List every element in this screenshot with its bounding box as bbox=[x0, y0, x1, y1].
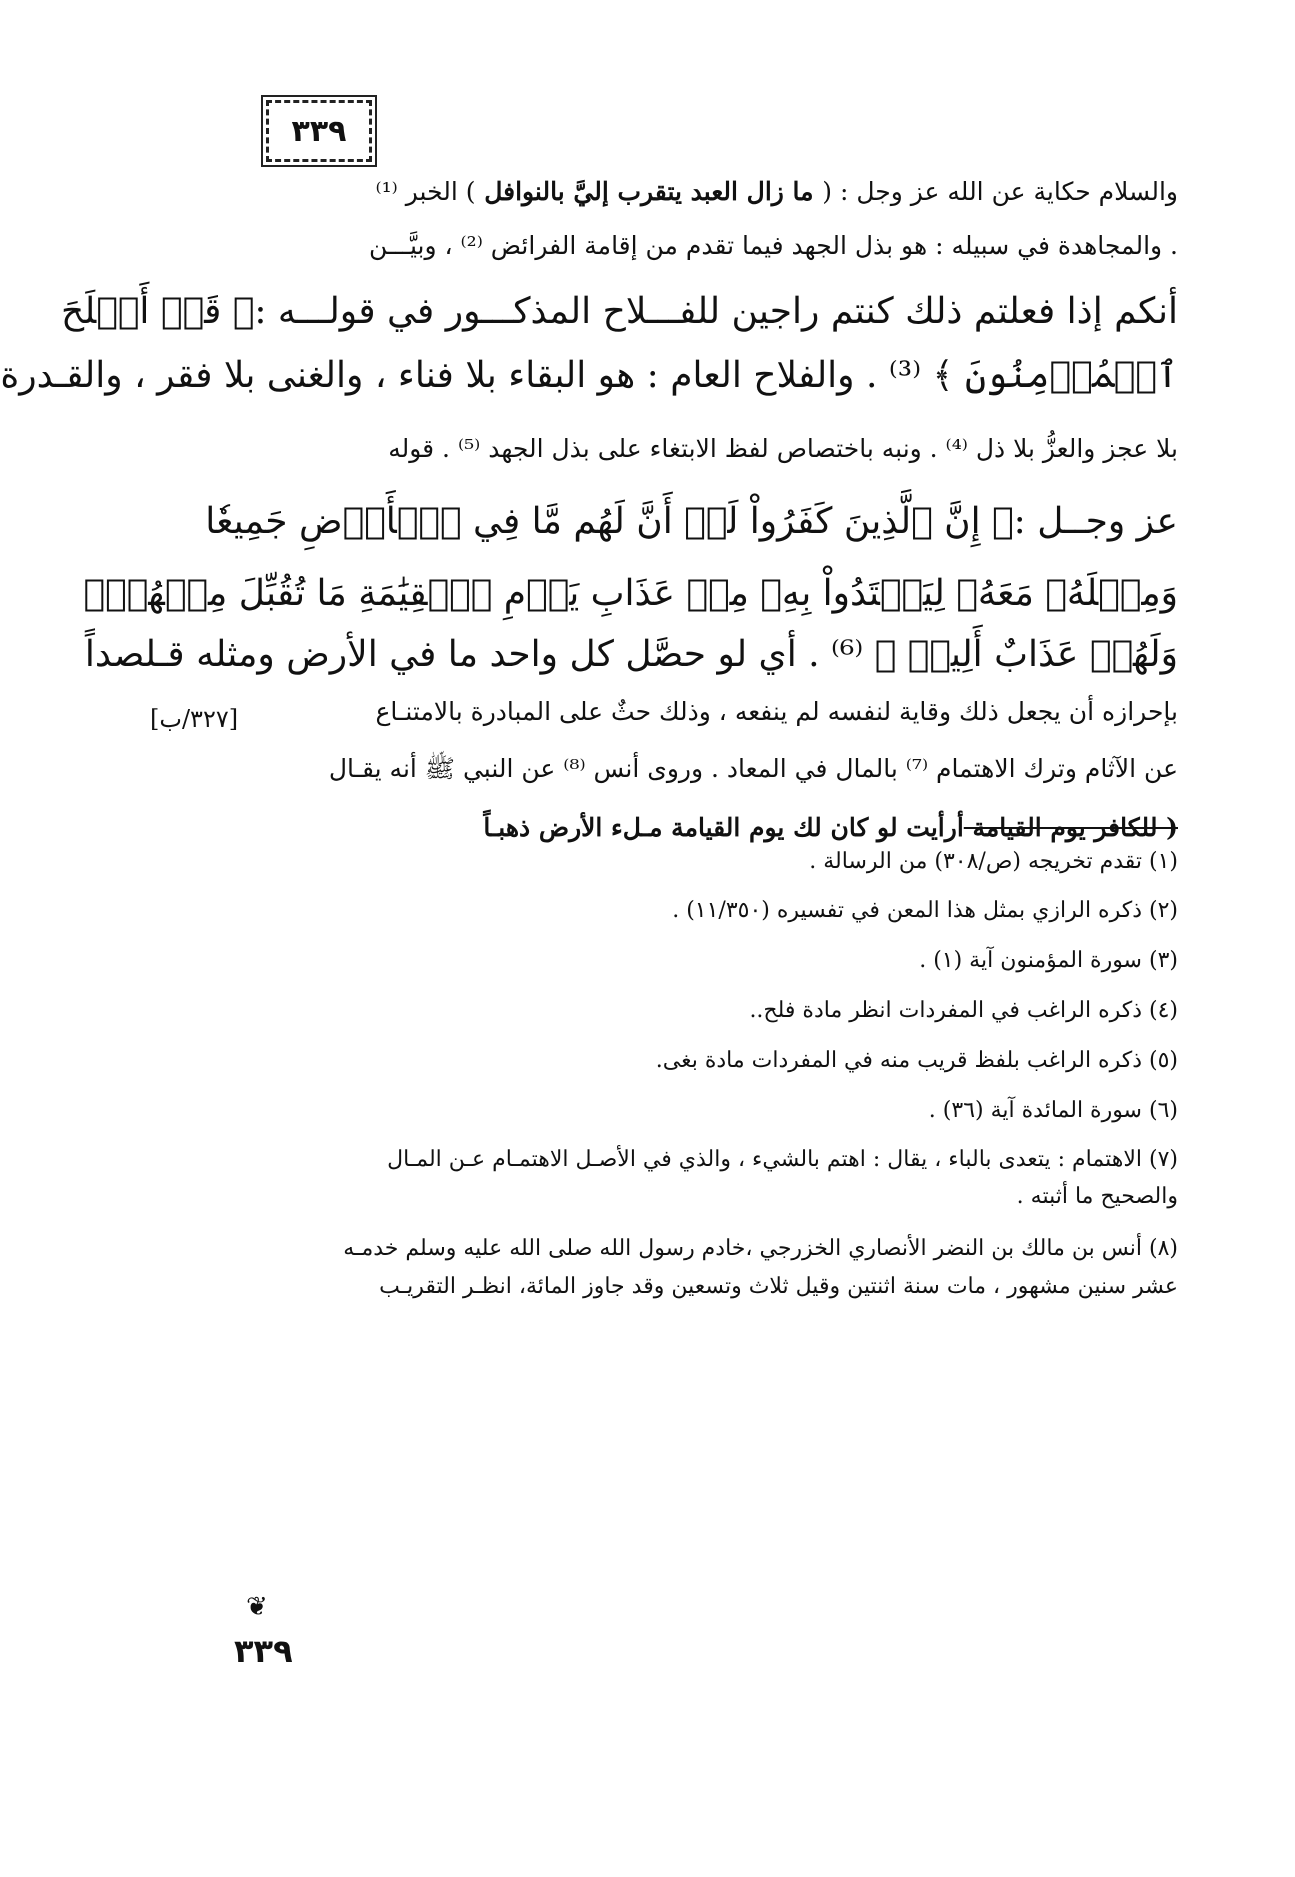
footnote-7: (٧) الاهتمام : يتعدى بالباء ، يقال : اهتم بالشيء ، والذي في الأصـل الاهتمـام عـن المـال bbox=[387, 1147, 1178, 1172]
footnote-4: (٤) ذكره الراغب في المفردات انظر مادة فلح.. bbox=[749, 998, 1178, 1023]
body-line-10: عن الآثام وترك الاهتمام ⁽⁷⁾ بالمال في المعاد . وروى أنس ⁽⁸⁾ عن النبي ﷺ أنه يقـال bbox=[328, 754, 1178, 783]
hadith-quote: ما زال العبد يتقرب إليَّ بالنوافل bbox=[475, 177, 823, 206]
body-line-4: ٱلۡمُؤۡمِنُونَ ﴾ ⁽³⁾ . والفلاح العام : هو البقاء بلا فناء ، والغنى بلا فقر ، والقـدرة bbox=[0, 355, 1178, 396]
body-line-1 bbox=[238, 168, 1178, 216]
footnote-5: (٥) ذكره الراغب بلفظ قريب منه في المفردات مادة بغى. bbox=[655, 1048, 1178, 1073]
footnote-8-cont: عشر سنين مشهور ، مات سنة اثنتين وقيل ثلاث وتسعين وقد جاوز المائة، انظـر التقريـب bbox=[379, 1274, 1178, 1299]
margin-folio-reference: [٣٢٧/ب] bbox=[150, 705, 239, 733]
body-line-2: . والمجاهدة في سبيله : هو بذل الجهد فيما تقدم من إقامة الفرائض ⁽²⁾ ، وبيَّـــن bbox=[368, 231, 1178, 260]
footnote-3: (٣) سورة المؤمنون آية (١) . bbox=[919, 948, 1178, 973]
footnote-1: (١) تقدم تخريجه (ص/٣٠٨) من الرسالة . bbox=[809, 849, 1178, 874]
body-line-1-start: والسلام حكاية عن الله عز وجل : ( bbox=[822, 177, 1178, 206]
body-line-11-rest: أرأيت لو كان لك يوم القيامة مـلء الأرض ذهبـاً bbox=[483, 813, 964, 842]
body-line-1-end: ) الخبر ⁽¹⁾ bbox=[375, 177, 476, 206]
body-line-3: أنكم إذا فعلتم ذلك كنتم راجين للفـــلاح المذكـــور في قولـــه :﴿ قَدۡ أَفۡلَحَ bbox=[61, 291, 1178, 332]
quran-line-7: وَمِثۡلَهُۥ مَعَهُۥ لِيَفۡتَدُواْ بِهِۦ مِنۡ عَذَابِ يَوۡمِ ٱلۡقِيَٰمَةِ مَا تُقُبِّلَ مِنۡهُمۡۖ bbox=[83, 573, 1178, 614]
footnote-2: (٢) ذكره الرازي بمثل هذا المعن في تفسيره (١١/٣٥٠) . bbox=[672, 898, 1178, 923]
footnote-6: (٦) سورة المائدة آية (٣٦) . bbox=[928, 1098, 1178, 1123]
quran-line-8: وَلَهُمۡ عَذَابٌ أَلِيمٞ ﴾ ⁽⁶⁾ . أي لو حصَّل كل واحد ما في الأرض ومثله قـلصداً bbox=[84, 634, 1178, 675]
page-number-box: ٣٣٩ bbox=[266, 100, 372, 162]
footnote-7-cont: والصحيح ما أثبته . bbox=[1016, 1184, 1178, 1209]
bottom-page-number: ٣٣٩ bbox=[234, 1632, 293, 1670]
leaf-ornament-icon: ❦ bbox=[246, 1592, 268, 1622]
body-line-9: بإحرازه أن يجعل ذلك وقاية لنفسه لم ينفعه ، وذلك حثٌ على المبادرة بالامتنـاع bbox=[375, 697, 1178, 726]
struck-text: ( للكافر يوم القيامة bbox=[963, 813, 1178, 842]
footnote-8: (٨) أنس بن مالك بن النضر الأنصاري الخزرجي ،خادم رسول الله صلى الله عليه وسلم خدمـه bbox=[343, 1236, 1178, 1261]
body-line-5: بلا عجز والعزُّ بلا ذل ⁽⁴⁾ . ونبه باختصاص لفظ الابتغاء على بذل الجهد ⁽⁵⁾ . قوله bbox=[388, 434, 1178, 463]
quran-line-6: عز وجــل :﴿ إِنَّ ٱلَّذِينَ كَفَرُواْ لَوۡ أَنَّ لَهُم مَّا فِي ٱلۡأَرۡضِ جَمِيعٗا bbox=[205, 501, 1178, 542]
